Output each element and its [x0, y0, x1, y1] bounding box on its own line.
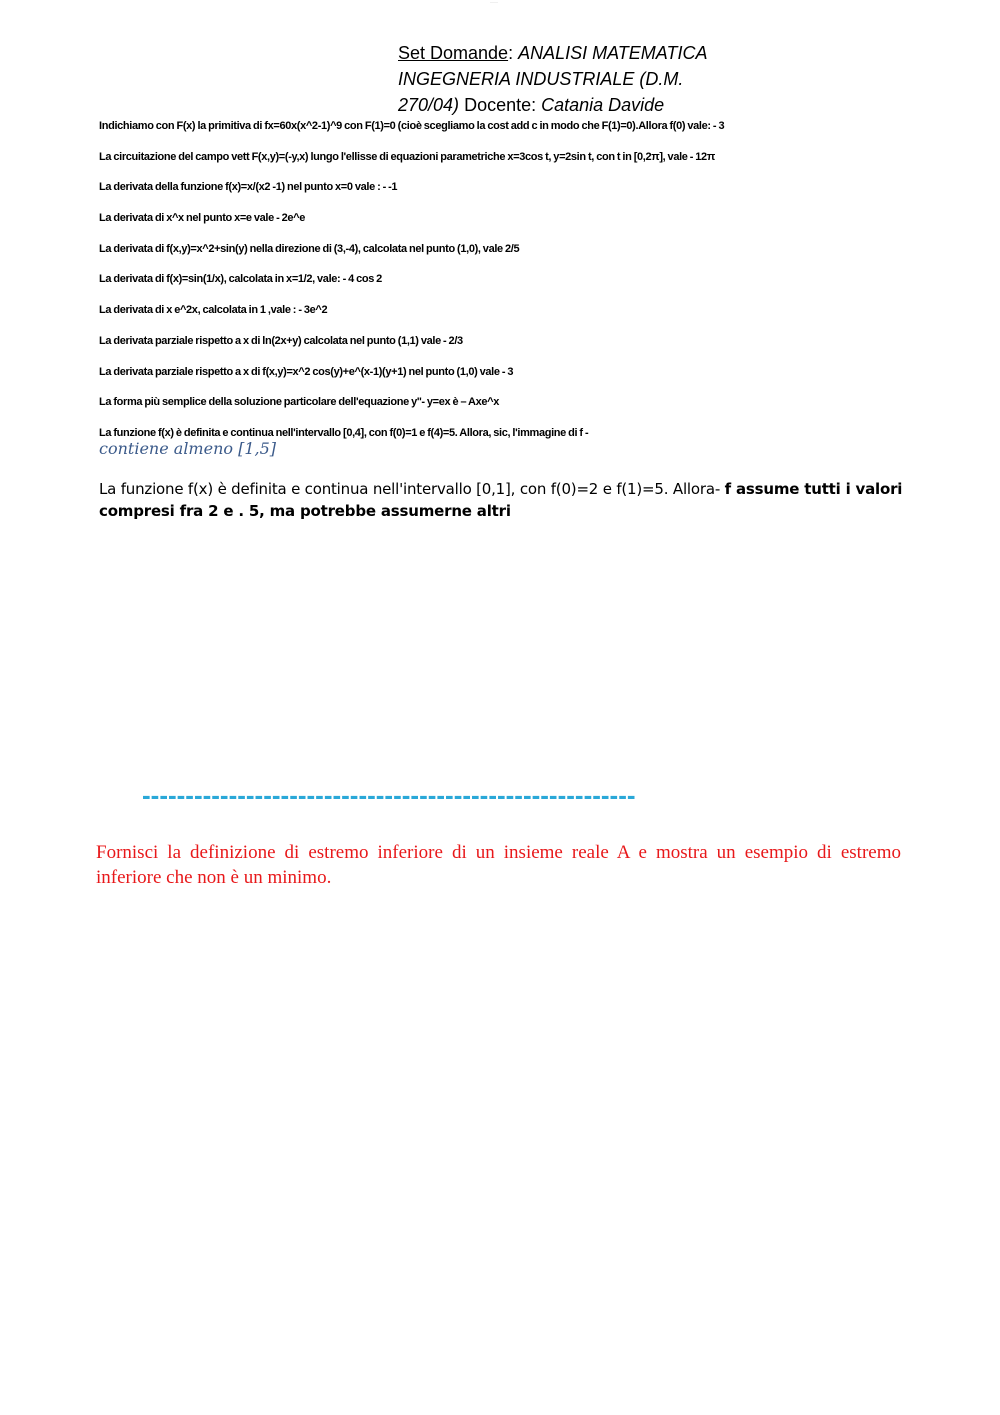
course-line-3: 270/04): [398, 95, 460, 115]
course-line-1: ANALISI MATEMATICA: [518, 43, 708, 63]
open-question: Fornisci la definizione di estremo inferiore di un insieme reale A e mostra un esempio di estremo inferiore che non è un minimo.: [96, 842, 901, 888]
qa-item: La circuitazione del campo vett F(x,y)=(-y,x) lungo l'ellisse di equazioni parametriche x=3cos t, y=2sin t, con t in [0,2π], vale - 12π: [99, 150, 715, 163]
section-divider: ---------------------------------------------------------: [142, 780, 636, 810]
qa-item: La funzione f(x) è definita e continua nell'intervallo [0,4], con f(0)=1 e f(4)=5. Allora, sic, l'immagine di f -: [99, 426, 589, 439]
qa-item: La derivata di x^x nel punto x=e vale - 2e^e: [99, 212, 306, 225]
question-continuity-text: La funzione f(x) è definita e continua nell'intervallo [0,1], con f(0)=2 e f(1)=5. Allora-: [99, 480, 725, 498]
question-continuity: [99, 478, 904, 522]
question-continuity-answer: f assume tutti i valori compresi fra 2 e . 5, ma potrebbe assumerne altri: [99, 480, 903, 520]
qa-item: La derivata parziale rispetto a x di f(x,y)=x^2 cos(y)+e^(x-1)(y+1) nel punto (1,0) vale - 3: [99, 365, 514, 378]
answer-last: contiene almeno [1,5]: [99, 439, 277, 458]
qa-item: La derivata di f(x)=sin(1/x), calcolata in x=1/2, vale: - 4 cos 2: [99, 273, 382, 286]
page-top-mark: ▬▬: [490, 0, 498, 3]
set-label: Set Domande: [398, 43, 509, 63]
set-colon: :: [508, 43, 519, 63]
header-line-1: [398, 40, 818, 66]
qa-list: [99, 119, 939, 457]
docente-name: Catania Davide: [541, 95, 665, 115]
document-header: [398, 40, 818, 118]
qa-item: Indichiamo con F(x) la primitiva di fx=60x(x^2-1)^9 con F(1)=0 (cioè scegliamo la cost add c in modo che F(1)=0).Allora f(0) vale: - 3: [99, 120, 725, 132]
qa-item: La derivata di f(x,y)=x^2+sin(y) nella direzione di (3,-4), calcolata nel punto (1,0), vale 2/5: [99, 242, 520, 255]
qa-item: La derivata della funzione f(x)=x/(x2 -1) nel punto x=0 vale : - -1: [99, 181, 398, 194]
qa-item: La forma più semplice della soluzione particolare dell'equazione y''- y=ex è – Axe^x: [99, 396, 499, 409]
header-line-3: [398, 92, 818, 118]
docente-label: Docente:: [459, 95, 542, 115]
course-line-2: INGEGNERIA INDUSTRIALE (D.M.: [398, 69, 684, 89]
qa-item: La derivata parziale rispetto a x di ln(2x+y) calcolata nel punto (1,1) vale - 2/3: [99, 334, 463, 347]
qa-item: La derivata di x e^2x, calcolata in 1 ,vale : - 3e^2: [99, 304, 328, 317]
